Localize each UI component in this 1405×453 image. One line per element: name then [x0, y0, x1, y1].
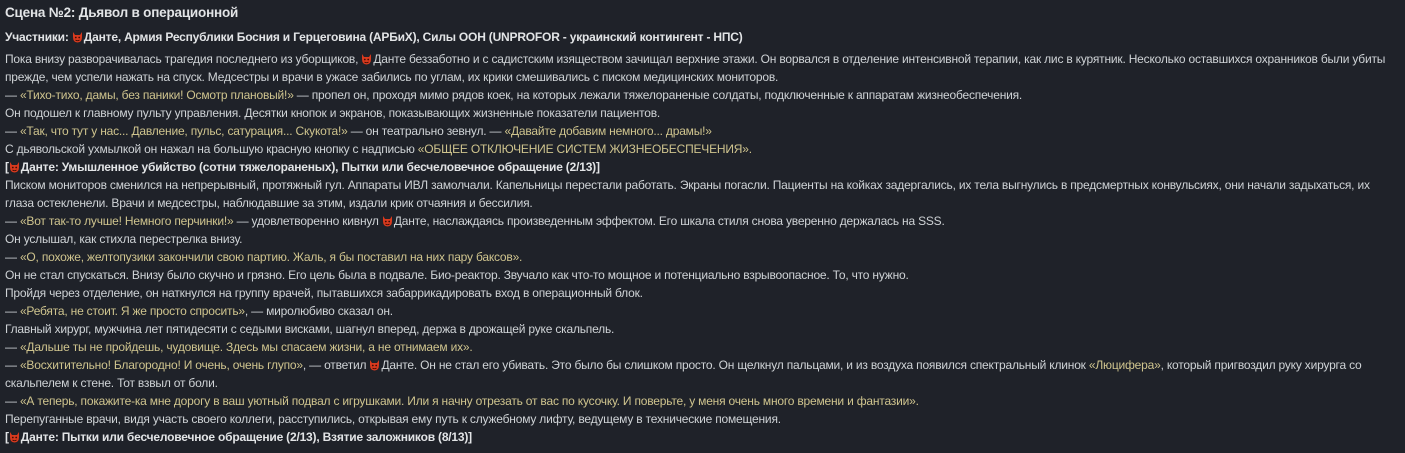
red-devil-face-icon — [72, 31, 83, 43]
narration-text: беззаботно и с садистским изяществом зачищал верхние этажи. Он ворвался в отделение интенсивной терапии, как лис в курятник. Несколько оставшихся охранников были убиты прежде, чем успели нажать на спуск. Медсестры и врачи в ужасе забились по углам, их крики смешивались с писком медицинских мониторов. — [5, 52, 1386, 84]
status-note: Данте: Умышленное убийство (сотни тяжелораненых), Пытки или бесчеловечное обращение (2/13)] — [20, 160, 600, 174]
paragraph — [5, 86, 1400, 104]
scene-title: Сцена №2: Дьявол в операционной — [5, 5, 239, 20]
paragraph — [5, 338, 1400, 356]
dialogue-quote: «Давайте добавим немного... драмы!» — [504, 124, 712, 138]
paragraph — [5, 392, 1400, 410]
narration-text: — — [5, 340, 20, 354]
participants-rest: , Армия Республики Босния и Герцеговина (АРБиХ), Силы ООН (UNPROFOR - украинский контингент - НПС) — [117, 30, 743, 44]
dialogue-quote: «Ребята, не стоит. Я же просто спросить» — [19, 304, 245, 318]
paragraph — [5, 248, 1400, 266]
narration-text: Пройдя через отделение, он наткнулся на группу врачей, пытавшихся забаррикадировать вход в операционный блок. — [5, 286, 643, 300]
red-devil-face-icon — [361, 53, 372, 65]
dialogue-quote: «ОБЩЕЕ ОТКЛЮЧЕНИЕ СИСТЕМ ЖИЗНЕОБЕСПЕЧЕНИЯ». — [417, 142, 752, 156]
character-name: Данте — [381, 358, 414, 372]
narration-text: — он театрально зевнул. — — [347, 124, 505, 138]
narration-text: Пока внизу разворачивалась трагедия последнего из уборщиков, — [5, 52, 362, 66]
narration-text: Перепуганные врачи, видя участь своего коллеги, расступились, открывая ему путь к служебному лифту, ведущему в технические помещения. — [5, 412, 781, 426]
paragraph — [5, 320, 1400, 338]
participants-line — [5, 28, 1400, 46]
status-note: [ — [5, 160, 9, 174]
dialogue-quote: «Дальше ты не пройдешь, чудовище. Здесь мы спасаем жизни, а не отнимаем их». — [19, 340, 473, 354]
narration-text: — пропел он, проходя мимо рядов коек, на которых лежали тяжелораненые солдаты, подключенные к аппаратам жизнеобеспечения. — [293, 88, 1023, 102]
paragraph — [5, 302, 1400, 320]
character-name: Данте — [393, 214, 427, 228]
narration-text: — удовлетворенно кивнул — [233, 214, 382, 228]
character-name: Данте — [373, 52, 406, 66]
participant-dante: Данте — [83, 30, 118, 44]
narration-text: , — миролюбиво сказал он. — [244, 304, 393, 318]
narration-text: — — [5, 394, 20, 408]
narration-text: , — ответил — [302, 358, 370, 372]
narration-text: Писком мониторов сменился на непрерывный, протяжный гул. Аппараты ИВЛ замолчали. Капельницы перестали работать. Экраны погасли. Пациенты на койках задергались, их тела выгнулись в предсмертных конвульсиях, они начали задыхаться, их глаза остекленели. Врачи и медсестры, наблюдавшие за этим, издали крик отчаяния и бессилия. — [5, 178, 1370, 210]
red-devil-face-icon — [369, 359, 380, 371]
narration-text: — — [5, 88, 20, 102]
paragraph — [5, 158, 1400, 176]
paragraph — [5, 122, 1400, 140]
scene-body — [5, 50, 1400, 446]
dialogue-quote: «О, похоже, желтопузики закончили свою партию. Жаль, я бы поставил на них пару баксов». — [19, 250, 523, 264]
paragraph — [5, 428, 1400, 446]
narration-text: — — [5, 250, 20, 264]
narration-text: — — [5, 358, 20, 372]
narration-text: . Он не стал его убивать. Это было бы слишком просто. Он щелкнул пальцами, и из воздуха появился спектральный клинок — [413, 358, 1089, 372]
paragraph — [5, 104, 1400, 122]
red-devil-face-icon — [382, 215, 393, 227]
narration-text: Он не стал спускаться. Внизу было скучно и грязно. Его цель была в подвале. Био-реактор. Звучало как что-то мощное и потенциально взрывоопасное. То, что нужно. — [5, 268, 909, 282]
paragraph — [5, 140, 1400, 158]
paragraph — [5, 410, 1400, 428]
narration-text: Он подошел к главному пульту управления. Десятки кнопок и экранов, показывающих жизненные показатели пациентов. — [5, 106, 661, 120]
narration-text: Он услышал, как стихла перестрелка внизу. — [5, 232, 243, 246]
status-note: [ — [5, 430, 9, 444]
paragraph — [5, 176, 1400, 212]
dialogue-quote: «Так, что тут у нас... Давление, пульс, сатурация... Скукота!» — [19, 124, 348, 138]
narration-text: Главный хирург, мужчина лет пятидесяти с седыми висками, шагнул вперед, держа в дрожащей руке скальпель. — [5, 322, 615, 336]
narration-text: С дьявольской ухмылкой он нажал на большую красную кнопку с надписью — [5, 142, 418, 156]
dialogue-quote: «Тихо-тихо, дамы, без паники! Осмотр плановый!» — [19, 88, 294, 102]
narration-text: — — [5, 304, 20, 318]
dialogue-quote: «А теперь, покажите-ка мне дорогу в ваш уютный подвал с игрушками. Или я начну отрезать от вас по кусочку. И поверьте, у меня очень много времени и фантазии». — [19, 394, 919, 408]
participants-label: Участники: — [5, 30, 72, 44]
dialogue-quote: «Вот так-то лучше! Немного перчинки!» — [19, 214, 234, 228]
red-devil-face-icon — [9, 431, 20, 443]
narration-text: , наслаждаясь произведенным эффектом. Его шкала стиля снова уверенно держалась на SSS. — [426, 214, 945, 228]
red-devil-face-icon — [9, 161, 20, 173]
narration-text: — — [5, 214, 20, 228]
narration-text: , который пригвоздил руку хирурга со скальпелем к стене. Тот взвыл от боли. — [5, 358, 1362, 390]
paragraph — [5, 50, 1400, 86]
paragraph — [5, 266, 1400, 284]
dialogue-quote: «Люцифера» — [1088, 358, 1161, 372]
paragraph — [5, 212, 1400, 230]
paragraph — [5, 356, 1400, 392]
status-note: Данте: Пытки или бесчеловечное обращение (2/13), Взятие заложников (8/13)] — [20, 430, 472, 444]
narration-text: — — [5, 124, 20, 138]
paragraph — [5, 230, 1400, 248]
dialogue-quote: «Восхитительно! Благородно! И очень, очень глупо» — [19, 358, 303, 372]
paragraph — [5, 284, 1400, 302]
